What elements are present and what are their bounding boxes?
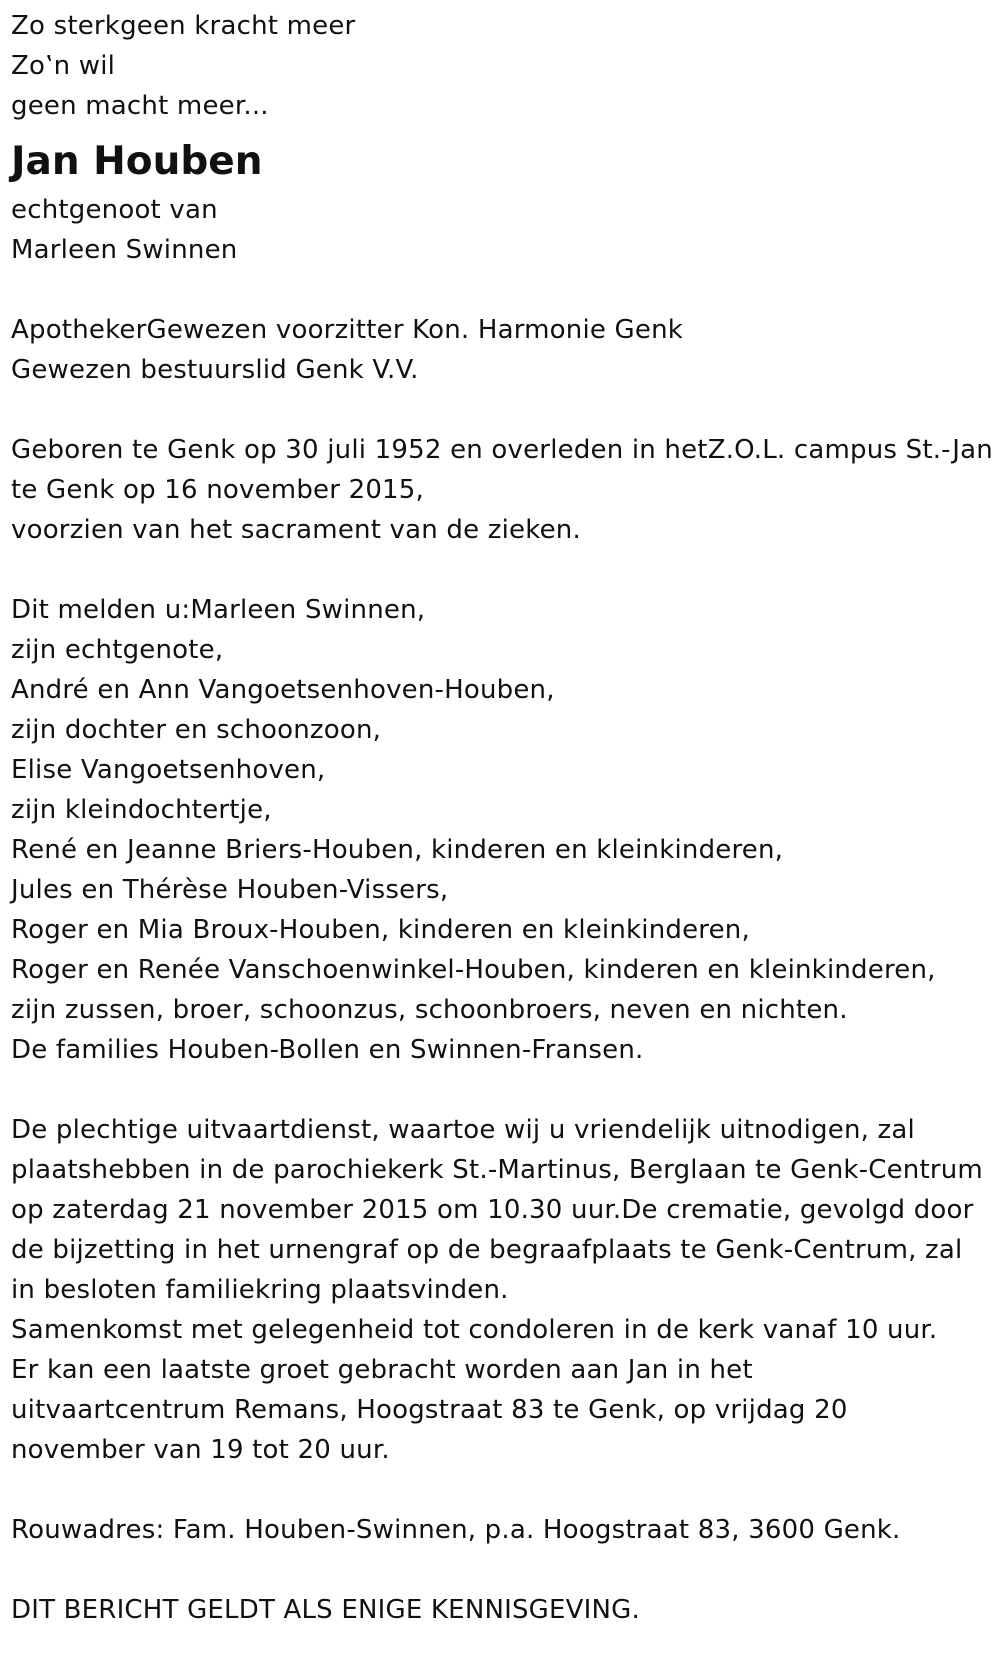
spacer — [11, 390, 1000, 430]
ceremony-line: De plechtige uitvaartdienst, waartoe wij u vriendelijk uitnodigen, zal — [11, 1115, 915, 1145]
family-line: zijn kleindochtertje, — [11, 795, 272, 825]
ceremony-line: de bijzetting in het urnengraf op de begraafplaats te Genk-Centrum, zal — [11, 1235, 963, 1265]
family-line: zijn echtgenote, — [11, 635, 224, 665]
family-line: De families Houben-Bollen en Swinnen-Fransen. — [11, 1035, 644, 1065]
poem-line: geen macht meer... — [11, 91, 269, 121]
family-line: Roger en Renée Vanschoenwinkel-Houben, kinderen en kleinkinderen, — [11, 955, 936, 985]
spouse-section — [11, 190, 1000, 270]
poem-line: Zo sterkgeen kracht meer — [11, 11, 356, 41]
birth-death-section — [11, 430, 1000, 550]
title-line: ApothekerGewezen voorzitter Kon. Harmonie Genk — [11, 315, 684, 345]
ceremony-line: Samenkomst met gelegenheid tot condoleren in de kerk vanaf 10 uur. — [11, 1315, 938, 1345]
family-line: zijn zussen, broer, schoonzus, schoonbroers, neven en nichten. — [11, 995, 848, 1025]
ceremony-line: november van 19 tot 20 uur. — [11, 1435, 390, 1465]
spouse-line: echtgenoot van — [11, 195, 218, 225]
ceremony-line: op zaterdag 21 november 2015 om 10.30 uur.De crematie, gevolgd door — [11, 1195, 974, 1225]
family-line: Elise Vangoetsenhoven, — [11, 755, 326, 785]
family-section — [11, 590, 1000, 1070]
birth-death-line: voorzien van het sacrament van de zieken. — [11, 515, 581, 545]
family-line: Dit melden u:Marleen Swinnen, — [11, 595, 426, 625]
title-line: Gewezen bestuurslid Genk V.V. — [11, 355, 419, 385]
ceremony-line: Er kan een laatste groet gebracht worden aan Jan in het — [11, 1355, 753, 1385]
birth-death-line: te Genk op 16 november 2015, — [11, 475, 425, 505]
family-line: Roger en Mia Broux-Houben, kinderen en kleinkinderen, — [11, 915, 750, 945]
family-line: Jules en Thérèse Houben-Vissers, — [11, 875, 449, 905]
poem-line: Zo‛n wil — [11, 51, 116, 81]
mourning-address: Rouwadres: Fam. Houben-Swinnen, p.a. Hoogstraat 83, 3600 Genk. — [11, 1515, 901, 1545]
family-line: André en Ann Vangoetsenhoven-Houben, — [11, 675, 555, 705]
spacer — [11, 1470, 1000, 1510]
spacer — [11, 270, 1000, 310]
deceased-name: Jan Houben — [11, 139, 263, 184]
spouse-line: Marleen Swinnen — [11, 235, 238, 265]
titles-section — [11, 310, 1000, 390]
ceremony-line: in besloten familiekring plaatsvinden. — [11, 1275, 509, 1305]
ceremony-line: plaatshebben in de parochiekerk St.-Martinus, Berglaan te Genk-Centrum — [11, 1155, 983, 1185]
spacer — [11, 550, 1000, 590]
spacer — [11, 1550, 1000, 1590]
ceremony-section — [11, 1110, 1000, 1470]
birth-death-line: Geboren te Genk op 30 juli 1952 en overleden in hetZ.O.L. campus St.-Jan — [11, 435, 993, 465]
family-line: René en Jeanne Briers-Houben, kinderen en kleinkinderen, — [11, 835, 784, 865]
closing-statement: DIT BERICHT GELDT ALS ENIGE KENNISGEVING. — [11, 1595, 640, 1625]
spacer — [11, 1070, 1000, 1110]
poem-section — [11, 6, 1000, 126]
ceremony-line: uitvaartcentrum Remans, Hoogstraat 83 te Genk, op vrijdag 20 — [11, 1395, 848, 1425]
family-line: zijn dochter en schoonzoon, — [11, 715, 382, 745]
